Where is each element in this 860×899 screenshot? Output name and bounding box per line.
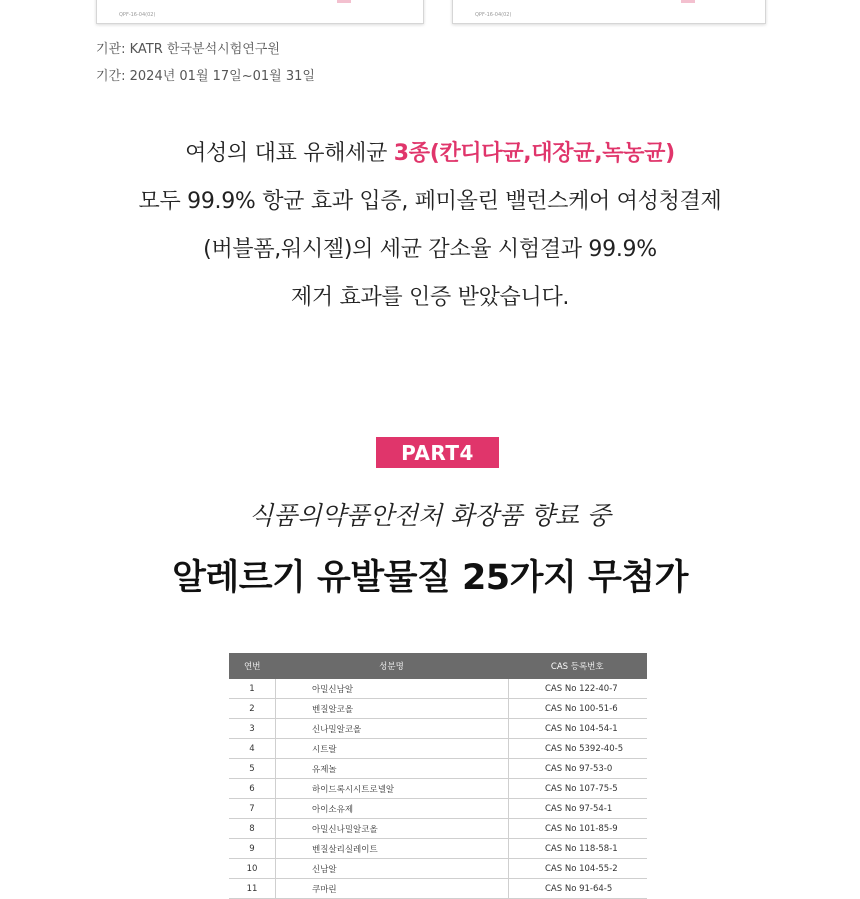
cell-ingredient: 아밀신나밀알코올 — [276, 819, 509, 839]
certificate-documents — [0, 0, 860, 26]
test-period: 기간: 2024년 01월 17일~01월 31일 — [96, 69, 315, 84]
table-row — [229, 719, 647, 739]
table-row — [229, 799, 647, 819]
cell-ingredient: 아이소유제 — [276, 799, 509, 819]
certificate-stamp-right — [681, 0, 695, 3]
table-row — [229, 679, 647, 699]
cell-ingredient: 하이드록시시트로넬알 — [276, 779, 509, 799]
table-row — [229, 779, 647, 799]
document-code-right: QPF-16-04(02) — [475, 12, 512, 18]
cell-number: 5 — [229, 759, 276, 779]
cell-ingredient: 쿠마린 — [276, 879, 509, 899]
table-row — [229, 819, 647, 839]
allergen-table — [229, 653, 647, 899]
cell-number: 10 — [229, 859, 276, 879]
table-row — [229, 759, 647, 779]
header-cas-number: CAS 등록번호 — [509, 653, 648, 679]
table-row — [229, 859, 647, 879]
table-header-row — [229, 653, 647, 679]
cell-ingredient: 벤질살리실레이트 — [276, 839, 509, 859]
table-body — [229, 679, 647, 899]
cell-number: 7 — [229, 799, 276, 819]
cell-number: 2 — [229, 699, 276, 719]
cell-ingredient: 신남알 — [276, 859, 509, 879]
cell-cas-number: CAS No 101-85-9 — [509, 819, 648, 839]
cell-ingredient: 시트랄 — [276, 739, 509, 759]
cell-cas-number: CAS No 100-51-6 — [509, 699, 648, 719]
section-subtitle: 식품의약품안전처 화장품 향료 중 — [249, 501, 611, 530]
certificate-document-left — [96, 0, 424, 24]
cell-number: 6 — [229, 779, 276, 799]
cell-ingredient: 신나밀알코올 — [276, 719, 509, 739]
test-institution: 기관: KATR 한국분석시험연구원 — [96, 42, 280, 57]
cell-cas-number: CAS No 91-64-5 — [509, 879, 648, 899]
cell-cas-number: CAS No 97-53-0 — [509, 759, 648, 779]
part-badge: PART4 — [376, 437, 499, 468]
certificate-document-right — [452, 0, 766, 24]
message-line-1 — [0, 136, 860, 167]
cell-ingredient: 유제놀 — [276, 759, 509, 779]
message-line-4: 제거 효과를 인증 받았습니다. — [290, 285, 570, 310]
cell-ingredient: 벤질알코올 — [276, 699, 509, 719]
section-headline: 알레르기 유발물질 25가지 무첨가 — [172, 558, 688, 598]
table-row — [229, 839, 647, 859]
bacteria-highlight: 3종(칸디다균,대장균,녹농균) — [393, 141, 675, 166]
certificate-stamp-left — [337, 0, 351, 3]
cell-cas-number: CAS No 104-54-1 — [509, 719, 648, 739]
cell-number: 1 — [229, 679, 276, 699]
message-line-1-text: 여성의 대표 유해세균 — [185, 141, 394, 166]
cell-cas-number: CAS No 122-40-7 — [509, 679, 648, 699]
cell-number: 8 — [229, 819, 276, 839]
cell-cas-number: CAS No 97-54-1 — [509, 799, 648, 819]
table-row — [229, 879, 647, 899]
header-ingredient: 성분명 — [276, 653, 509, 679]
cell-cas-number: CAS No 118-58-1 — [509, 839, 648, 859]
message-line-2: 모두 99.9% 항균 효과 입증, 페미올린 밸런스케어 여성청결제 — [138, 189, 722, 214]
cell-cas-number: CAS No 107-75-5 — [509, 779, 648, 799]
cell-ingredient: 아밀신남알 — [276, 679, 509, 699]
document-code-left: QPF-16-04(02) — [119, 12, 156, 18]
cell-number: 9 — [229, 839, 276, 859]
cell-number: 3 — [229, 719, 276, 739]
cell-number: 11 — [229, 879, 276, 899]
cell-cas-number: CAS No 104-55-2 — [509, 859, 648, 879]
table-row — [229, 699, 647, 719]
header-number: 연번 — [229, 653, 276, 679]
table-row — [229, 739, 647, 759]
message-line-3: (버블폼,워시젤)의 세균 감소율 시험결과 99.9% — [203, 237, 657, 262]
cell-number: 4 — [229, 739, 276, 759]
cell-cas-number: CAS No 5392-40-5 — [509, 739, 648, 759]
